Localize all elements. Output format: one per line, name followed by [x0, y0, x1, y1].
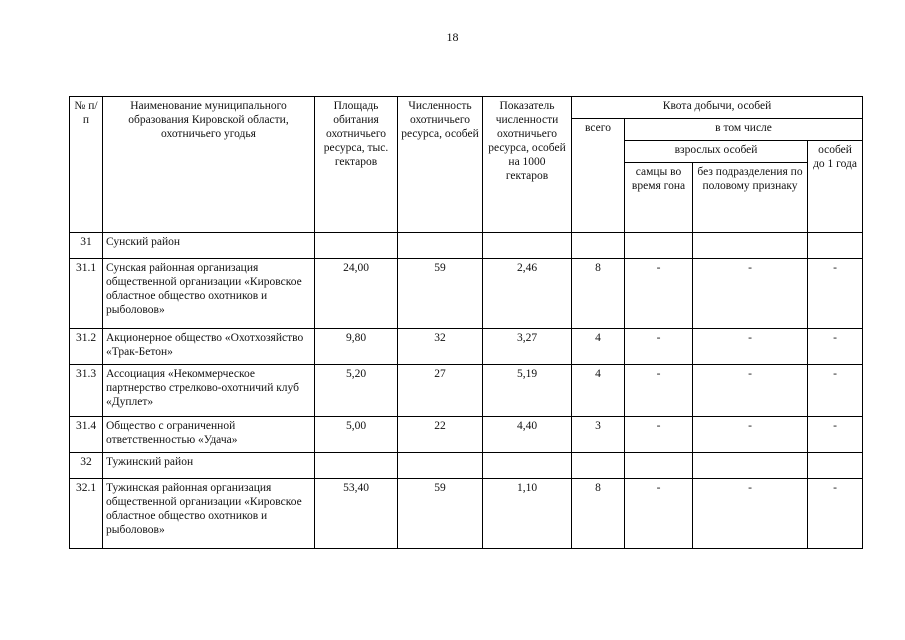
cell-empty — [693, 233, 808, 259]
cell-name: Сунская районная организация общественной организации «Кировское областное общество охотников и рыболовов» — [103, 259, 315, 329]
cell-num: 32 — [70, 453, 103, 479]
cell-nosex: - — [693, 329, 808, 365]
cell-empty — [315, 233, 398, 259]
page-number: 18 — [446, 30, 459, 44]
cell-males: - — [625, 417, 693, 453]
cell-name: Общество с ограниченной ответственностью «Удача» — [103, 417, 315, 453]
cell-males: - — [625, 259, 693, 329]
section-row — [70, 233, 863, 259]
cell-count: 32 — [398, 329, 483, 365]
cell-count: 22 — [398, 417, 483, 453]
header-adults: взрослых особей — [625, 141, 808, 163]
cell-density: 3,27 — [483, 329, 572, 365]
header-juveniles: особей до 1 года — [808, 141, 863, 233]
table-row — [70, 479, 863, 549]
table-row — [70, 329, 863, 365]
cell-nosex: - — [693, 259, 808, 329]
cell-young: - — [808, 365, 863, 417]
cell-num: 31.1 — [70, 259, 103, 329]
cell-empty — [693, 453, 808, 479]
cell-num: 31.2 — [70, 329, 103, 365]
cell-area: 5,20 — [315, 365, 398, 417]
cell-empty — [808, 453, 863, 479]
cell-empty — [572, 453, 625, 479]
header-males-rut: самцы во время гона — [625, 163, 693, 233]
quota-table — [69, 96, 863, 549]
quota-table-body — [70, 97, 863, 549]
cell-males: - — [625, 329, 693, 365]
header-including: в том числе — [625, 119, 863, 141]
cell-nosex: - — [693, 479, 808, 549]
cell-name: Ассоциация «Некоммерческое партнерство стрелково-охотничий клуб «Дуплет» — [103, 365, 315, 417]
cell-nosex: - — [693, 365, 808, 417]
cell-density: 4,40 — [483, 417, 572, 453]
header-no-sex: без подразделения по половому признаку — [693, 163, 808, 233]
cell-empty — [398, 233, 483, 259]
cell-area: 53,40 — [315, 479, 398, 549]
cell-num: 31.4 — [70, 417, 103, 453]
cell-area: 9,80 — [315, 329, 398, 365]
cell-area: 24,00 — [315, 259, 398, 329]
cell-count: 27 — [398, 365, 483, 417]
cell-empty — [483, 453, 572, 479]
cell-num: 32.1 — [70, 479, 103, 549]
cell-name: Сунский район — [103, 233, 315, 259]
cell-empty — [398, 453, 483, 479]
cell-count: 59 — [398, 479, 483, 549]
cell-empty — [808, 233, 863, 259]
header-total: всего — [572, 119, 625, 233]
cell-total: 3 — [572, 417, 625, 453]
cell-empty — [625, 453, 693, 479]
cell-area: 5,00 — [315, 417, 398, 453]
header-row-1 — [70, 97, 863, 119]
cell-name: Тужинская районная организация общественной организации «Кировское областное общество охотников и рыболовов» — [103, 479, 315, 549]
header-num: № п/п — [70, 97, 103, 233]
cell-empty — [625, 233, 693, 259]
cell-count: 59 — [398, 259, 483, 329]
header-quota: Квота добычи, особей — [572, 97, 863, 119]
cell-num: 31 — [70, 233, 103, 259]
cell-density: 1,10 — [483, 479, 572, 549]
cell-young: - — [808, 329, 863, 365]
header-name: Наименование муниципального образования Кировской области, охотничьего угодья — [103, 97, 315, 233]
cell-total: 8 — [572, 259, 625, 329]
cell-total: 4 — [572, 365, 625, 417]
section-row — [70, 453, 863, 479]
table-row — [70, 259, 863, 329]
cell-males: - — [625, 365, 693, 417]
cell-young: - — [808, 259, 863, 329]
cell-name: Акционерное общество «Охотхозяйство «Трак-Бетон» — [103, 329, 315, 365]
header-density: Показатель численности охотничьего ресурса, особей на 1000 гектаров — [483, 97, 572, 233]
cell-name: Тужинский район — [103, 453, 315, 479]
cell-young: - — [808, 417, 863, 453]
cell-empty — [483, 233, 572, 259]
header-count: Численность охотничьего ресурса, особей — [398, 97, 483, 233]
cell-nosex: - — [693, 417, 808, 453]
cell-density: 5,19 — [483, 365, 572, 417]
table-row — [70, 365, 863, 417]
cell-num: 31.3 — [70, 365, 103, 417]
cell-empty — [572, 233, 625, 259]
cell-total: 8 — [572, 479, 625, 549]
cell-young: - — [808, 479, 863, 549]
cell-density: 2,46 — [483, 259, 572, 329]
cell-total: 4 — [572, 329, 625, 365]
cell-males: - — [625, 479, 693, 549]
header-area: Площадь обитания охотничьего ресурса, тыс. гектаров — [315, 97, 398, 233]
cell-empty — [315, 453, 398, 479]
table-row — [70, 417, 863, 453]
